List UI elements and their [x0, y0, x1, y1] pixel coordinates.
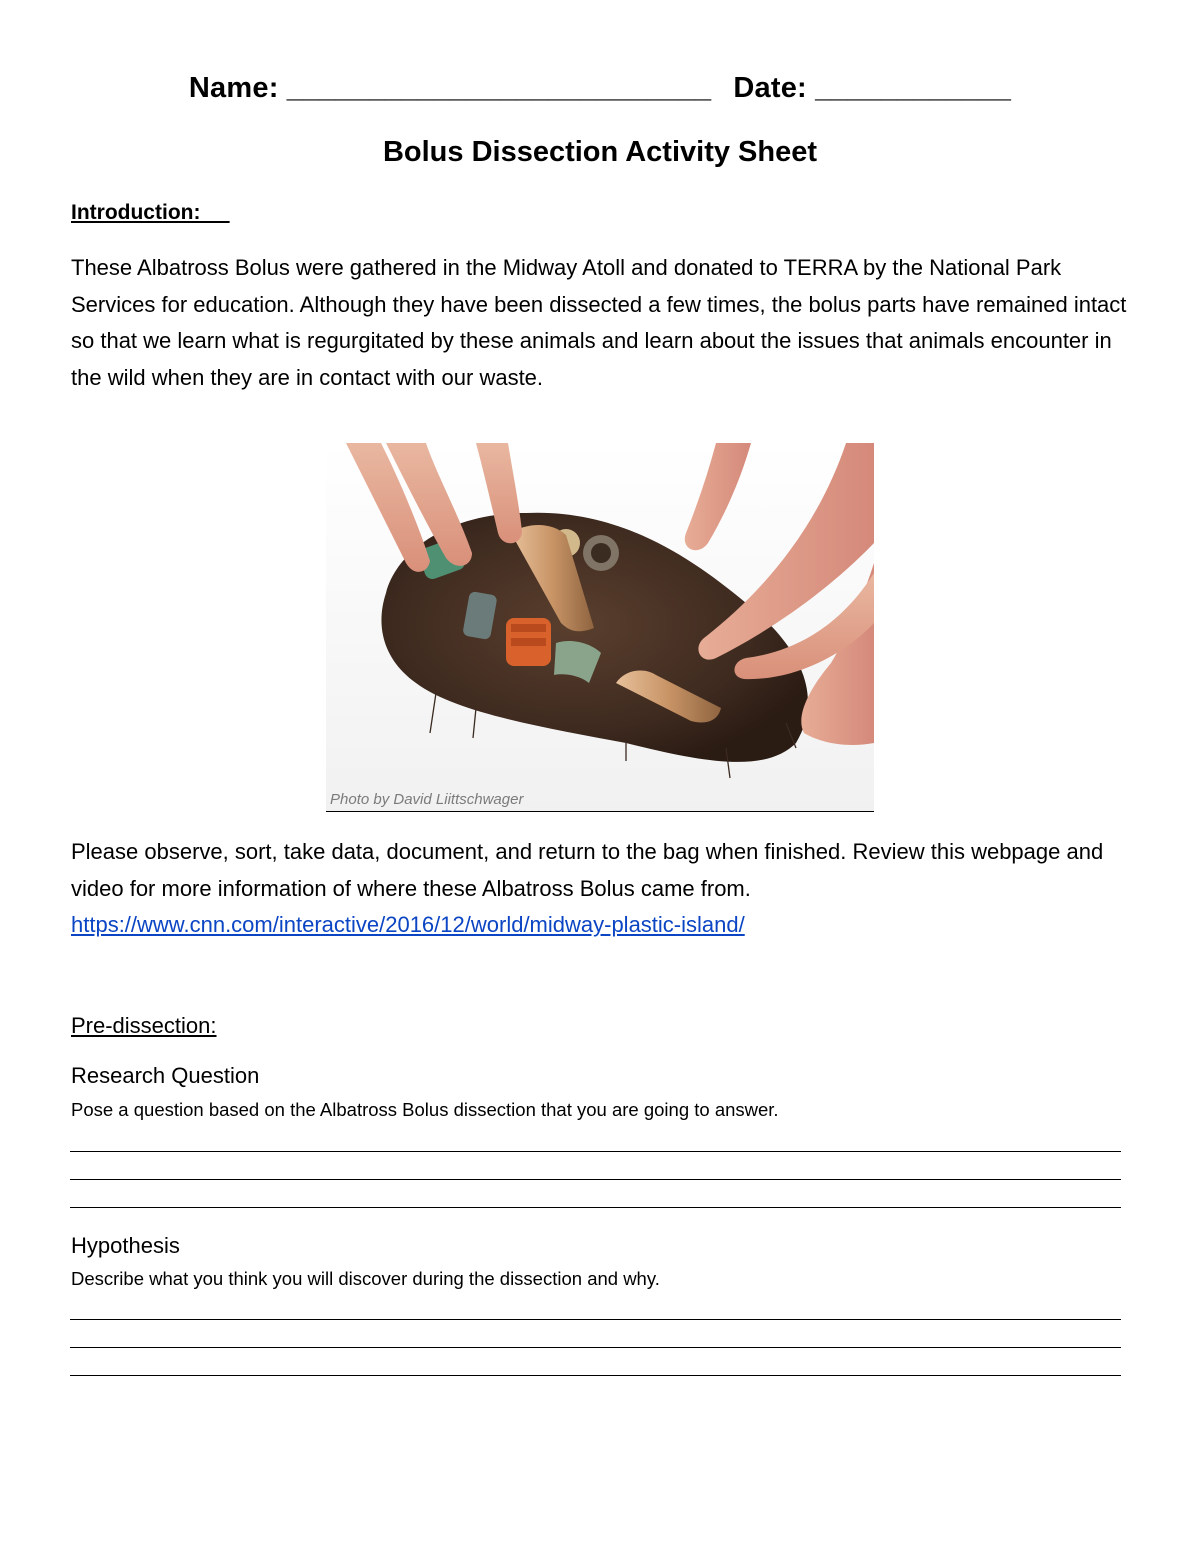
introduction-heading: Introduction:	[71, 201, 230, 224]
research-question-prompt: Pose a question based on the Albatross Bolus dissection that you are going to answer.	[71, 1099, 779, 1120]
page-title: Bolus Dissection Activity Sheet	[382, 136, 818, 168]
research-question-label: Research Question	[71, 1063, 260, 1088]
instructions-block	[71, 834, 1131, 944]
cnn-article-link[interactable]: https://www.cnn.com/interactive/2016/12/world/midway-plastic-island/	[71, 912, 745, 937]
research-answer-line[interactable]	[70, 1179, 1121, 1180]
bolus-photo	[326, 443, 874, 812]
introduction-text: These Albatross Bolus were gathered in the Midway Atoll and donated to TERRA by the National Park Services for education. Although they have been dissected a few times, the bolus parts have remained intact so that we learn what is regurgitated by these animals and learn about the issues that animals encounter in the wild when they are in contact with our waste.	[71, 255, 1127, 390]
research-answer-line[interactable]	[70, 1207, 1121, 1208]
instructions-text: Please observe, sort, take data, document, and return to the bag when finished. Review this webpage and video for more information of where these Albatross Bolus came from.	[71, 839, 1104, 901]
date-field-label[interactable]: Date: ____________	[733, 72, 1012, 104]
hypothesis-prompt: Describe what you think you will discover during the dissection and why.	[71, 1268, 660, 1289]
name-field-label[interactable]: Name: __________________________	[188, 72, 712, 104]
hypothesis-label: Hypothesis	[71, 1233, 180, 1258]
hypothesis-answer-line[interactable]	[70, 1347, 1121, 1348]
pre-dissection-heading: Pre-dissection:	[71, 1013, 217, 1038]
hypothesis-answer-line[interactable]	[70, 1375, 1121, 1376]
name-date-line	[0, 72, 1200, 105]
hypothesis-answer-line[interactable]	[70, 1319, 1121, 1320]
research-answer-line[interactable]	[70, 1151, 1121, 1152]
photo-credit: Photo by David Liittschwager	[330, 791, 524, 808]
